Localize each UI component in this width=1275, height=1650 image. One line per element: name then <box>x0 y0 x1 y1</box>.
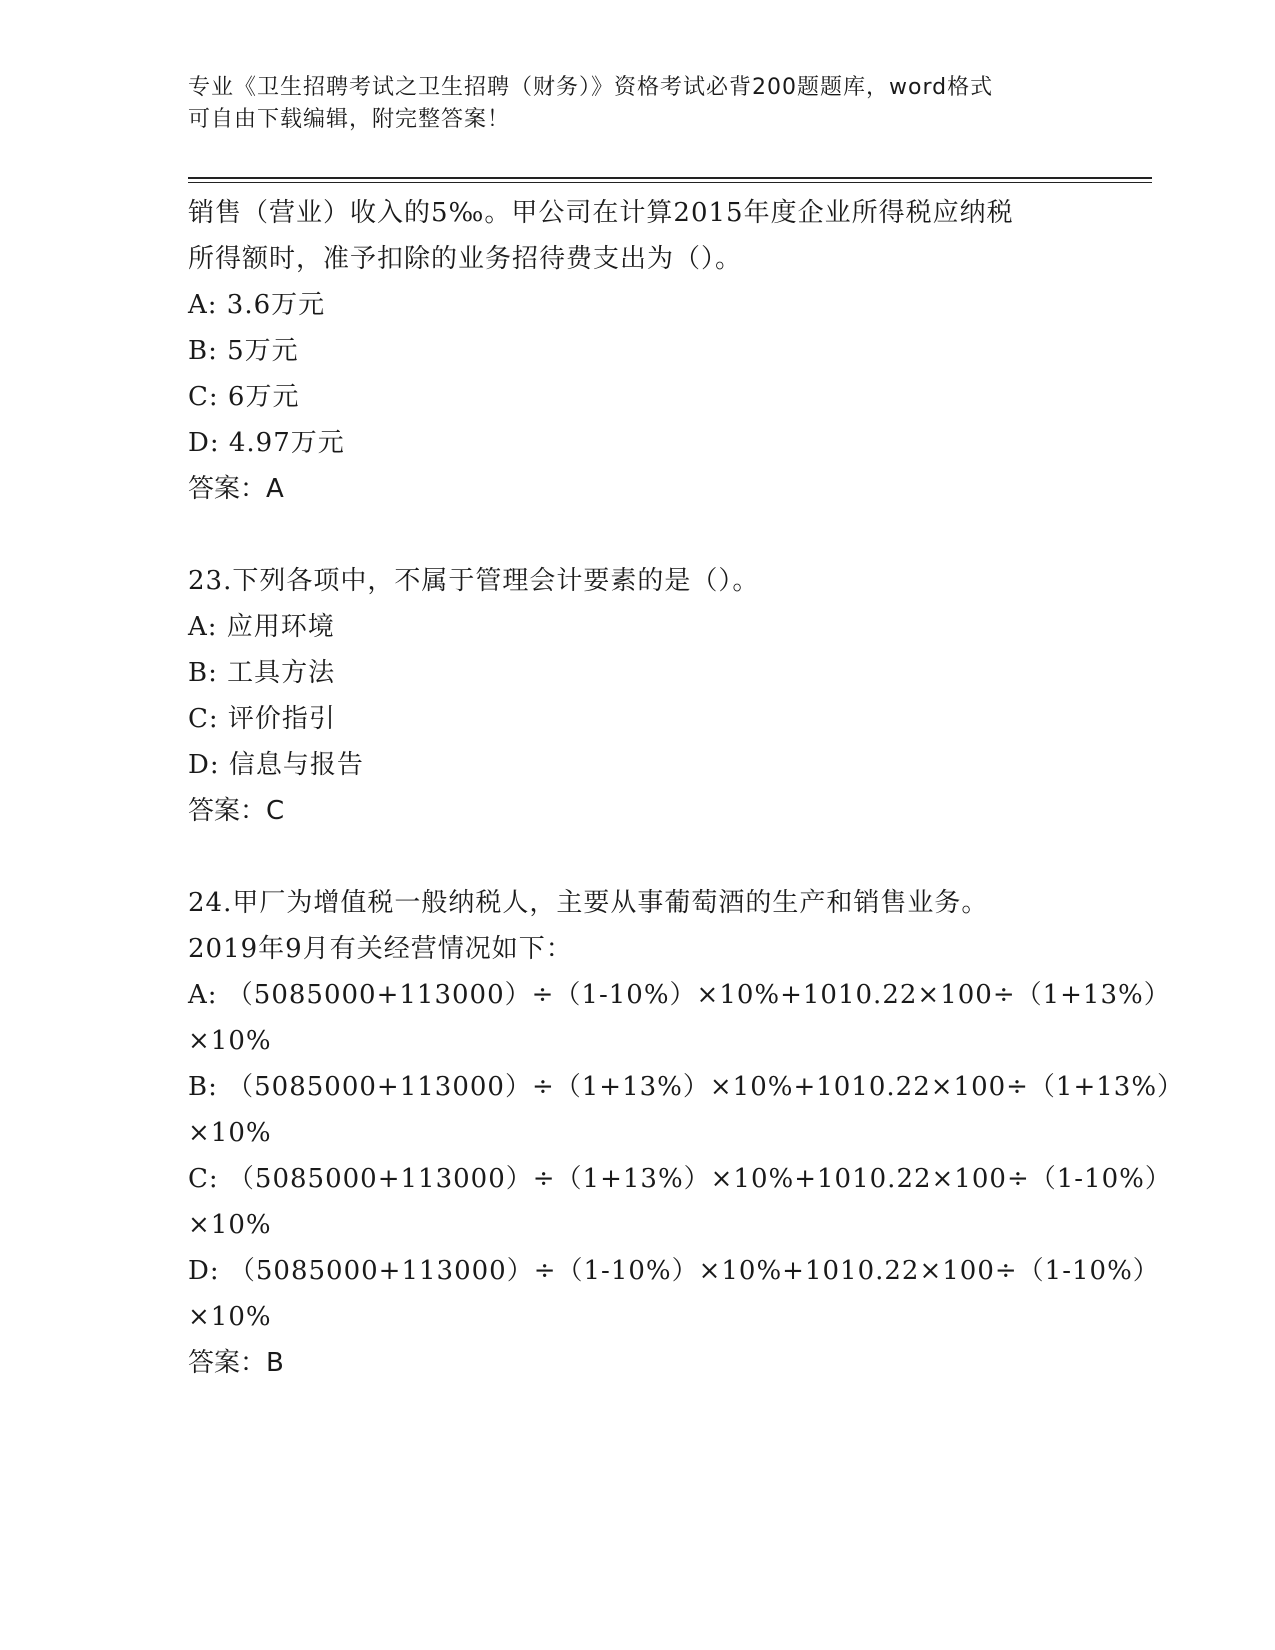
answer-line: 答案：A <box>188 474 284 504</box>
question-24 <box>188 880 1185 1386</box>
question-stem-line: 2019年9月有关经营情况如下： <box>188 934 573 964</box>
option-c-continuation: ×10% <box>188 1210 272 1240</box>
question-stem: 23.下列各项中，不属于管理会计要素的是（）。 <box>188 566 760 596</box>
option-c: C: 6万元 <box>188 382 300 412</box>
header-rule-thin <box>188 182 1152 183</box>
spacer <box>188 512 1088 558</box>
option-c: C: 评价指引 <box>188 704 336 734</box>
header-rule-thick <box>188 177 1152 179</box>
question-23 <box>188 558 1088 834</box>
option-d: D: 4.97万元 <box>188 428 345 458</box>
option-c: C: （5085000+113000）÷（1+13%）×10%+1010.22×100÷（1-10%） <box>188 1164 1172 1194</box>
header-title-line-1: 专业《卫生招聘考试之卫生招聘（财务）》资格考试必背200题题库，word格式 <box>188 75 994 100</box>
option-a: A: 应用环境 <box>188 612 335 642</box>
question-stem-line: 所得额时，准予扣除的业务招待费支出为（）。 <box>188 244 743 274</box>
document-header <box>188 72 1088 136</box>
option-a-continuation: ×10% <box>188 1026 272 1056</box>
option-d: D: （5085000+113000）÷（1-10%）×10%+1010.22×100÷（1-10%） <box>188 1256 1160 1286</box>
option-b: B: 5万元 <box>188 336 299 366</box>
answer-line: 答案：B <box>188 1348 284 1378</box>
question-22 <box>188 190 1088 512</box>
option-d: D: 信息与报告 <box>188 750 364 780</box>
option-b: B: 工具方法 <box>188 658 336 688</box>
option-a: A: 3.6万元 <box>188 290 326 320</box>
option-b: B: （5085000+113000）÷（1+13%）×10%+1010.22×100÷（1+13%） <box>188 1072 1185 1102</box>
option-b-continuation: ×10% <box>188 1118 272 1148</box>
option-a: A: （5085000+113000）÷（1-10%）×10%+1010.22×100÷（1+13%） <box>188 980 1171 1010</box>
option-d-continuation: ×10% <box>188 1302 272 1332</box>
question-stem-line: 24.甲厂为增值税一般纳税人，主要从事葡萄酒的生产和销售业务。 <box>188 888 989 918</box>
question-stem-line: 销售（营业）收入的5‰。甲公司在计算2015年度企业所得税应纳税 <box>188 198 1014 228</box>
document-body <box>188 190 1185 1386</box>
header-title-line-2: 可自由下载编辑，附完整答案！ <box>188 107 511 132</box>
spacer <box>188 834 1088 880</box>
answer-line: 答案：C <box>188 796 285 826</box>
